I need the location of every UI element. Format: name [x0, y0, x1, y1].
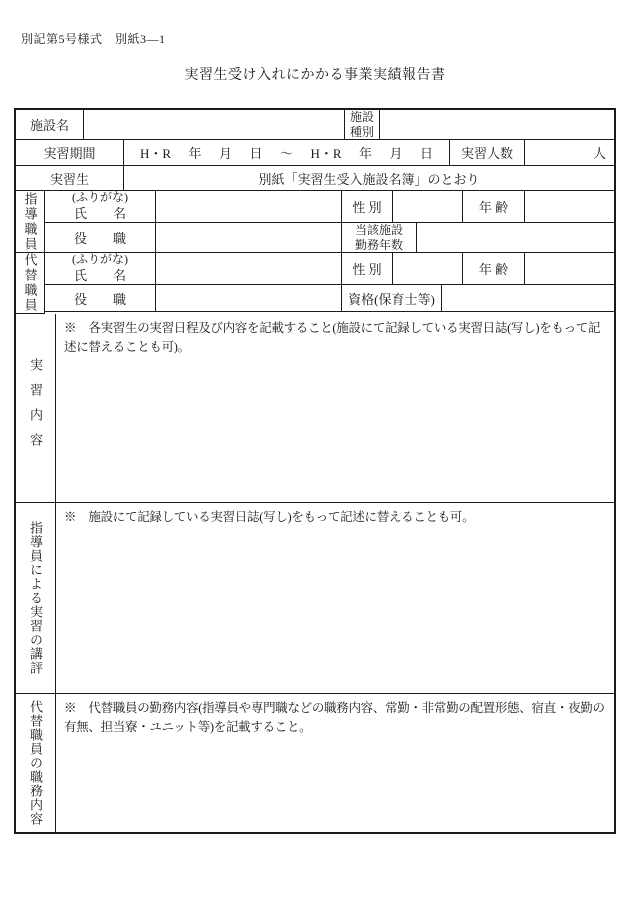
lead-staff-position-label: 役 職: [45, 223, 156, 253]
report-form-table: [14, 108, 616, 834]
lead-staff-age-field[interactable]: [525, 191, 614, 223]
substitute-staff-position-field[interactable]: [156, 285, 342, 312]
substitute-staff-sex-label: 性 別: [342, 253, 393, 285]
lead-staff-name-field[interactable]: [156, 191, 342, 223]
instructor-review-field[interactable]: [56, 503, 614, 694]
trainee-count-unit: 人: [592, 146, 606, 161]
substitute-staff-age-field[interactable]: [525, 253, 614, 285]
period-date-field[interactable]: [124, 140, 450, 166]
lead-staff-name-label: (ふりがな) 氏 名: [45, 191, 156, 223]
period-token: 日: [419, 146, 433, 161]
substitute-duties-label: 代替職員の職務内容: [16, 694, 56, 832]
facility-row: [16, 110, 614, 140]
lead-staff-age-label: 年 齢: [463, 191, 525, 223]
substitute-staff-age-label: 年 齢: [463, 253, 525, 285]
period-token: ～: [279, 146, 293, 161]
substitute-staff-group: [16, 253, 614, 314]
substitute-staff-group-label: 代替職員: [16, 253, 45, 314]
lead-staff-position-row: [45, 223, 614, 253]
trainee-value: 別紙「実習生受入施設名簿」のとおり: [124, 166, 614, 191]
lead-staff-tenure-field[interactable]: [417, 223, 614, 253]
page-title: 実習生受け入れにかかる事業実績報告書: [184, 68, 446, 83]
substitute-staff-qualification-label: 資格(保育士等): [342, 285, 442, 312]
lead-staff-tenure-label: 当該施設 勤務年数: [342, 223, 417, 253]
substitute-staff-sex-field[interactable]: [393, 253, 463, 285]
instructor-review-section: [16, 503, 614, 694]
period-token: 日: [249, 146, 263, 161]
substitute-staff-qualification-field[interactable]: [442, 285, 614, 312]
facility-type-field[interactable]: [380, 110, 614, 140]
trainee-row: [16, 166, 614, 191]
lead-staff-group: [16, 191, 614, 253]
training-content-label: 実習内容: [16, 314, 56, 503]
substitute-staff-name-field[interactable]: [156, 253, 342, 285]
lead-staff-name-row: [45, 191, 614, 223]
period-token: 年: [359, 146, 373, 161]
substitute-staff-name-label: (ふりがな) 氏 名: [45, 253, 156, 285]
trainee-count-label: 実習人数: [450, 140, 525, 166]
facility-type-label: 施設 種別: [345, 110, 380, 140]
facility-name-field[interactable]: [84, 110, 345, 140]
instructor-review-label: 指導員による実習の講評: [16, 503, 56, 694]
substitute-staff-position-label: 役 職: [45, 285, 156, 312]
instructor-review-note: ※ 施設にて記録している実習日誌(写し)をもって記述に替えることも可。: [64, 510, 475, 524]
training-content-note: ※ 各実習生の実習日程及び内容を記載すること(施設にて記録している実習日誌(写し)をもって記述に替えることも可)。: [64, 321, 601, 355]
facility-name-label: 施設名: [16, 110, 84, 140]
training-content-section: [16, 314, 614, 503]
substitute-duties-note: ※ 代替職員の勤務内容(指導員や専門職などの職務内容、常勤・非常勤の配置形態、宿直・夜勤の有無、担当寮・ユニット等)を記載すること。: [64, 701, 605, 735]
period-row: [16, 140, 614, 166]
substitute-staff-position-row: [45, 285, 614, 312]
lead-staff-group-label: 指導職員: [16, 191, 45, 253]
trainee-count-field[interactable]: [525, 140, 614, 166]
lead-staff-position-field[interactable]: [156, 223, 342, 253]
lead-staff-sex-field[interactable]: [393, 191, 463, 223]
period-token: 月: [389, 146, 403, 161]
trainee-label: 実習生: [16, 166, 124, 191]
period-label: 実習期間: [16, 140, 124, 166]
substitute-duties-section: [16, 694, 614, 832]
substitute-staff-name-row: [45, 253, 614, 285]
period-token: 年: [188, 146, 202, 161]
substitute-duties-field[interactable]: [56, 694, 614, 832]
form-id: 別記第5号様式 別紙3—1: [21, 32, 166, 46]
period-token: H・R: [310, 146, 342, 161]
lead-staff-sex-label: 性 別: [342, 191, 393, 223]
period-token: H・R: [140, 146, 172, 161]
period-token: 月: [219, 146, 233, 161]
training-content-field[interactable]: [56, 314, 614, 503]
